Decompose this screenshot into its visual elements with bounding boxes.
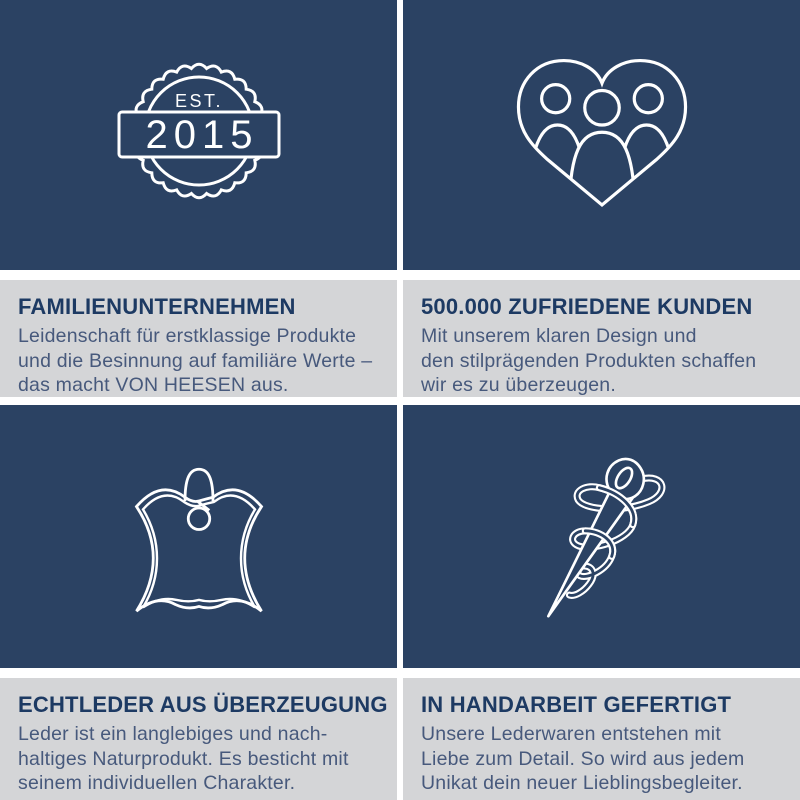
handmade-icon-panel: [403, 405, 800, 668]
person-right-head: [634, 85, 662, 113]
feature-line: wir es zu überzeugen.: [421, 374, 616, 396]
customers-icon-panel: [403, 0, 800, 270]
heart-family-icon: [511, 56, 693, 214]
badge-est-label: EST.: [174, 91, 223, 111]
feature-line: Unikat dein neuer Lieblingsbegleiter.: [421, 772, 743, 794]
feature-line: das macht VON HEESEN aus.: [18, 374, 289, 396]
person-center-body: [569, 132, 634, 212]
hide-tab-arch: [185, 469, 213, 501]
feature-line: haltiges Naturprodukt. Es besticht mit: [18, 747, 349, 770]
feature-heading: FAMILIENUNTERNEHMEN: [18, 294, 296, 319]
feature-line: und die Besinnung auf familiäre Werte –: [18, 349, 373, 372]
hide-ring-hole: [188, 508, 209, 529]
family-icon-panel: [0, 0, 397, 270]
feature-heading: IN HANDARBEIT GEFERTIGT: [421, 692, 732, 717]
badge-year: 2015: [145, 113, 258, 157]
feature-line: Liebe zum Detail. So wird aus jedem: [421, 747, 745, 770]
leather-hide-icon: [129, 454, 269, 632]
needle-thread-icon: [536, 449, 668, 625]
handmade-text-panel: [403, 678, 800, 800]
person-left-head: [541, 85, 569, 113]
feature-line: den stilprägenden Produkten schaffen: [421, 349, 757, 372]
feature-line: Mit unserem klaren Design und: [421, 325, 697, 347]
feature-line: seinem individuellen Charakter.: [18, 772, 296, 794]
feature-line: Leidenschaft für erstklassige Produkte: [18, 325, 357, 347]
person-center-head: [584, 91, 619, 126]
leather-text-panel: [0, 678, 397, 800]
feature-line: Unsere Lederwaren entstehen mit: [421, 723, 721, 745]
hide-inner-outline: [143, 495, 255, 607]
leather-icon-panel: [0, 405, 397, 668]
est-2015-badge-icon: [99, 45, 299, 225]
feature-heading: ECHTLEDER AUS ÜBERZEUGUNG: [18, 692, 388, 717]
family-text-panel: [0, 280, 397, 397]
feature-line: Leder ist ein langlebiges und nach-: [18, 723, 328, 745]
customers-text-panel: [403, 280, 800, 397]
feature-heading: 500.000 ZUFRIEDENE KUNDEN: [421, 294, 753, 319]
